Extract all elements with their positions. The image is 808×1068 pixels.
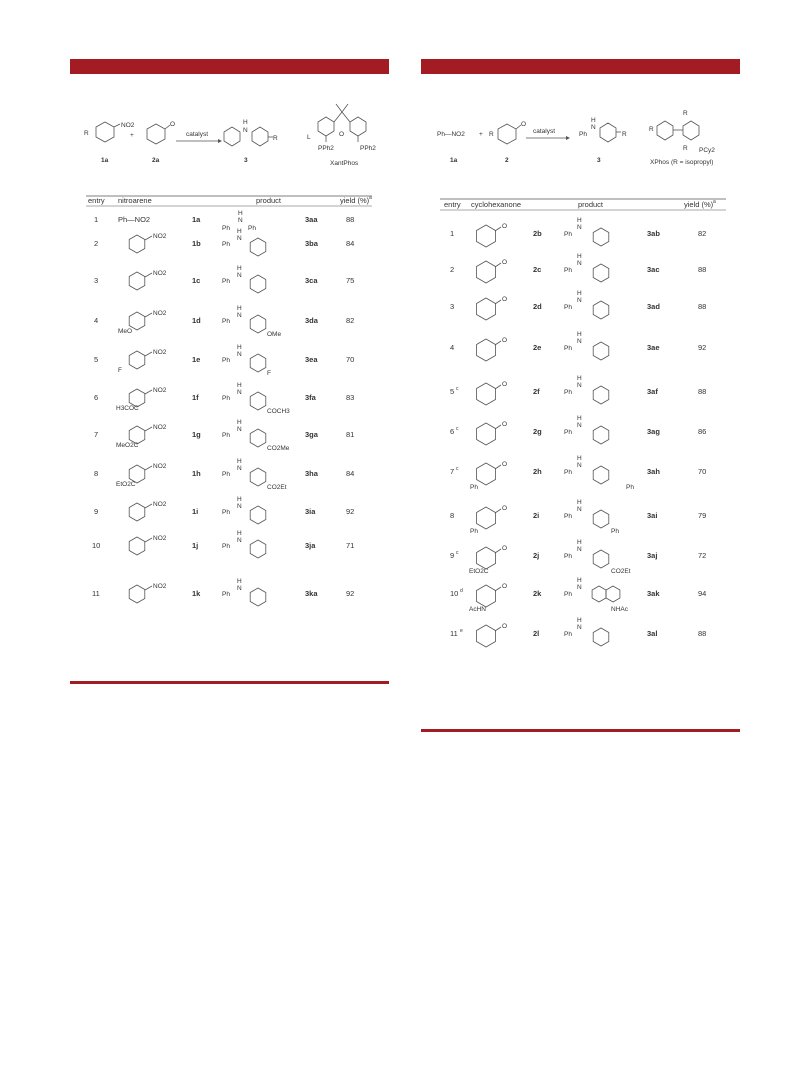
reactant-substituent: AcHN: [469, 606, 486, 613]
product-id: 3ia: [305, 507, 316, 516]
ligand-name: XPhos (R = isopropyl): [650, 159, 714, 166]
yield-cell: 75: [346, 276, 355, 285]
table-row: [450, 375, 706, 405]
product-ring: [593, 264, 609, 282]
product-id: 3ac: [647, 265, 660, 274]
product-ph: Ph: [564, 231, 572, 238]
reactant-id: 1k: [192, 589, 201, 598]
reactant-text: NO2: [153, 270, 167, 277]
yield-cell: 88: [346, 215, 355, 224]
product-h: H: [577, 415, 582, 422]
reactant-text: Ph—NO2: [118, 215, 151, 224]
reactant-ring: [477, 339, 496, 361]
ligand-r1: R: [649, 126, 654, 133]
entry-cell: 7: [94, 430, 99, 439]
product-n: N: [577, 462, 582, 469]
reactant-id: 1b: [192, 239, 201, 248]
reactant-ring: [477, 585, 496, 607]
reactant-id: 2g: [533, 427, 542, 436]
table-row: [450, 577, 706, 613]
scheme-r-label: R: [489, 131, 494, 138]
ligand-name: XantPhos: [330, 160, 359, 167]
product-id: 3da: [305, 316, 318, 325]
reactant-id: 1g: [192, 430, 201, 439]
product-n: N: [237, 272, 242, 279]
entry-cell: 10: [450, 589, 459, 598]
product-n: N: [577, 338, 582, 345]
reactant-id: 1a: [192, 215, 201, 224]
product-n: N: [237, 585, 242, 592]
reactant-ring: [477, 423, 496, 445]
reactant-ring: [477, 507, 496, 529]
ligand-pcy2: PCy2: [699, 147, 715, 154]
product-id: 3ah: [647, 467, 660, 476]
ligand-pph2-left: PPh2: [318, 145, 334, 152]
svg-text:H: H: [238, 210, 243, 217]
product-ph: Ph: [222, 432, 230, 439]
product-ring: [593, 426, 609, 444]
product-substituent: NHAc: [611, 606, 628, 613]
product-ring: [606, 586, 620, 602]
entry-footnote: c: [456, 550, 459, 556]
left-header-entry: entry: [88, 196, 105, 205]
ketone-o: O: [502, 545, 508, 552]
ketone-o: O: [502, 337, 508, 344]
product-substituent: COCH3: [267, 408, 290, 415]
product-ring: [593, 301, 609, 319]
scheme-compound-2: 2: [505, 157, 509, 164]
product-ring: [593, 342, 609, 360]
left-header-yield: yield (%): [340, 196, 370, 205]
scheme-r-product: R: [273, 135, 278, 142]
yield-cell: 88: [698, 387, 707, 396]
reactant-text: NO2: [153, 310, 167, 317]
product-ph: Ph: [222, 471, 230, 478]
product-ph: Ph: [222, 241, 230, 248]
product-n: N: [577, 224, 582, 231]
product-ph: Ph: [222, 509, 230, 516]
reactant-id: 2i: [533, 511, 540, 520]
entry-cell: 8: [94, 469, 99, 478]
entry-cell: 9: [94, 507, 99, 516]
product-id: 3ha: [305, 469, 318, 478]
ketone-o: O: [502, 259, 508, 266]
product-h: H: [577, 577, 582, 584]
product-id: 3ab: [647, 229, 660, 238]
entry-footnote: c: [456, 466, 459, 472]
yield-cell: 94: [698, 589, 707, 598]
product-h: H: [237, 305, 242, 312]
product-ph: Ph: [564, 267, 572, 274]
entry-footnote: e: [460, 628, 463, 634]
product-h: H: [237, 578, 242, 585]
ligand-r3: R: [683, 145, 688, 152]
ligand-r2: R: [683, 110, 688, 117]
scheme-r-product: R: [622, 131, 627, 138]
reactant-substituent: Ph: [470, 528, 478, 535]
reactant-id: 2l: [533, 629, 540, 638]
table-row: [450, 331, 706, 361]
yield-cell: 81: [346, 430, 355, 439]
product-id: 3al: [647, 629, 658, 638]
yield-cell: 83: [346, 393, 355, 402]
product-ph: Ph: [564, 429, 572, 436]
ketone-o: O: [502, 223, 508, 230]
right-header-entry: entry: [444, 200, 461, 209]
entry-cell: 3: [94, 276, 99, 285]
reactant-ring: [477, 625, 496, 647]
product-substituent: CO2Et: [267, 484, 287, 491]
scheme-compound-1: 1a: [450, 157, 458, 164]
scheme-r-label: R: [84, 130, 89, 137]
product-ph: Ph: [222, 357, 230, 364]
product-n: N: [577, 297, 582, 304]
scheme-ketone-o: O: [170, 121, 176, 128]
left-header-reactant: nitroarene: [118, 196, 152, 205]
yield-cell: 70: [346, 355, 355, 364]
product-ph: Ph: [564, 631, 572, 638]
product-ph: Ph: [564, 304, 572, 311]
product-ph: Ph: [222, 543, 230, 550]
right-header-yield-sup: a: [713, 199, 716, 205]
ligand-pph2-right: PPh2: [360, 145, 376, 152]
reactant-id: 1f: [192, 393, 199, 402]
product-h: H: [577, 499, 582, 506]
reactant-text: NO2: [153, 535, 167, 542]
svg-text:N: N: [238, 217, 243, 224]
reactant-ring: [477, 547, 496, 569]
reactant-id: 1h: [192, 469, 201, 478]
entry-cell: 6: [450, 427, 455, 436]
product-substituent: OMe: [267, 331, 282, 338]
reactant-id: 2h: [533, 467, 542, 476]
product-id: 3ag: [647, 427, 660, 436]
scheme-nh: N: [591, 124, 596, 131]
scheme-nh: N: [243, 127, 248, 134]
yield-cell: 88: [698, 302, 707, 311]
yield-cell: 92: [346, 507, 355, 516]
right-header-yield: yield (%): [684, 200, 714, 209]
yield-cell: 88: [698, 629, 707, 638]
product-h: H: [237, 496, 242, 503]
product-substituent: Ph: [611, 528, 619, 535]
product-n: N: [577, 382, 582, 389]
yield-cell: 79: [698, 511, 707, 520]
product-h: H: [577, 217, 582, 224]
product-id: 3ka: [305, 589, 318, 598]
entry-cell: 5: [450, 387, 455, 396]
reactant-ring: [477, 261, 496, 283]
scheme-plus: +: [479, 131, 483, 138]
entry-cell: 1: [94, 215, 99, 224]
product-h: H: [237, 344, 242, 351]
scheme-ligand-l: L: [307, 134, 311, 141]
reactant-substituent: EtO2C: [469, 568, 489, 575]
product-ring: [593, 628, 609, 646]
entry-cell: 3: [450, 302, 455, 311]
product-h: H: [577, 290, 582, 297]
yield-cell: 86: [698, 427, 707, 436]
ketone-o: O: [502, 505, 508, 512]
right-header-reactant: cyclohexanone: [471, 200, 522, 209]
product-n: N: [237, 389, 242, 396]
yield-cell: 82: [698, 229, 707, 238]
yield-cell: 82: [346, 316, 355, 325]
product-ph: Ph: [564, 389, 572, 396]
reactant-id: 2k: [533, 589, 542, 598]
entry-cell: 2: [450, 265, 455, 274]
product-ring: [593, 510, 609, 528]
table-row: [450, 415, 706, 445]
reactant-substituent: MeO2C: [116, 442, 139, 449]
product-h: H: [577, 617, 582, 624]
right-header-product: product: [578, 200, 604, 209]
table-row: [450, 217, 706, 247]
product-h: H: [237, 419, 242, 426]
product-ph: Ph: [222, 278, 230, 285]
product-ph: Ph: [222, 395, 230, 402]
entry-cell: 1: [450, 229, 455, 238]
svg-text:Ph: Ph: [248, 225, 256, 232]
reactant-text: NO2: [153, 349, 167, 356]
product-ring: [593, 550, 609, 568]
entry-footnote: c: [456, 386, 459, 392]
scheme-h: H: [591, 117, 596, 124]
table-row: [450, 539, 706, 575]
reactant-ring: [477, 463, 496, 485]
reactant-id: 2f: [533, 387, 540, 396]
reactant-id: 1d: [192, 316, 201, 325]
product-h: H: [237, 382, 242, 389]
product-h: H: [237, 228, 242, 235]
product-n: N: [237, 537, 242, 544]
ketone-o: O: [502, 421, 508, 428]
yield-cell: 84: [346, 469, 355, 478]
yield-cell: 88: [698, 265, 707, 274]
reactant-substituent: F: [118, 367, 122, 374]
entry-cell: 11: [450, 629, 458, 638]
product-ph: Ph: [564, 591, 572, 598]
reactant-text: NO2: [153, 233, 167, 240]
product-ring: [593, 228, 609, 246]
product-h: H: [577, 253, 582, 260]
entry-cell: 10: [92, 541, 101, 550]
product-id: 3ad: [647, 302, 660, 311]
entry-cell: 9: [450, 551, 455, 560]
reactant-ring: [477, 383, 496, 405]
yield-cell: 71: [346, 541, 355, 550]
table-row: [450, 253, 706, 283]
product-h: H: [237, 458, 242, 465]
yield-cell: 92: [346, 589, 355, 598]
scheme-compound-3: 3: [244, 157, 248, 164]
yield-cell: 70: [698, 467, 707, 476]
product-n: N: [577, 624, 582, 631]
product-id: 3aj: [647, 551, 658, 560]
entry-cell: 7: [450, 467, 455, 476]
product-n: N: [577, 584, 582, 591]
product-id: 3af: [647, 387, 658, 396]
product-n: N: [237, 235, 242, 242]
entry-cell: 2: [94, 239, 99, 248]
product-id: 3ea: [305, 355, 318, 364]
table-row: [450, 499, 706, 535]
product-id: 3ak: [647, 589, 660, 598]
reactant-text: NO2: [153, 501, 167, 508]
entry-footnote: c: [456, 426, 459, 432]
scheme-ketone-o: O: [521, 121, 527, 128]
product-ph: Ph: [564, 513, 572, 520]
svg-text:Ph: Ph: [222, 225, 230, 232]
scheme-no2-label: NO2: [121, 122, 135, 129]
yield-cell: 72: [698, 551, 707, 560]
ketone-o: O: [502, 583, 508, 590]
product-substituent: F: [267, 370, 271, 377]
reactant-id: 2d: [533, 302, 542, 311]
product-ring: [592, 586, 606, 602]
product-n: N: [577, 260, 582, 267]
product-n: N: [237, 503, 242, 510]
scheme-ph: Ph: [579, 131, 587, 138]
product-id: 3ae: [647, 343, 660, 352]
product-id: 3ai: [647, 511, 658, 520]
product-ph: Ph: [222, 318, 230, 325]
product-n: N: [237, 351, 242, 358]
product-id: 3ba: [305, 239, 318, 248]
product-h: H: [577, 331, 582, 338]
product-id: 3ca: [305, 276, 318, 285]
product-n: N: [237, 312, 242, 319]
reactant-id: 2c: [533, 265, 542, 274]
ketone-o: O: [502, 381, 508, 388]
reactant-id: 2j: [533, 551, 540, 560]
entry-cell: 6: [94, 393, 99, 402]
scheme-h: H: [243, 119, 248, 126]
product-h: H: [577, 539, 582, 546]
scheme-catalyst: catalyst: [186, 131, 209, 138]
product-id: 3ja: [305, 541, 316, 550]
product-ring: [593, 386, 609, 404]
reactant-text: NO2: [153, 424, 167, 431]
reactant-text: NO2: [153, 583, 167, 590]
reactant-substituent: MeO: [118, 328, 133, 335]
product-substituent: Ph: [626, 484, 634, 491]
product-ph: Ph: [564, 469, 572, 476]
product-n: N: [577, 506, 582, 513]
reactant-text: NO2: [153, 387, 167, 394]
scheme-compound-2: 2a: [152, 157, 160, 164]
yield-cell: 84: [346, 239, 355, 248]
table-row: [450, 455, 706, 491]
ketone-o: O: [502, 296, 508, 303]
table-row: [450, 617, 706, 647]
scheme-plus: +: [130, 132, 134, 139]
right-scheme: [437, 110, 715, 166]
product-h: H: [577, 455, 582, 462]
ketone-o: O: [502, 623, 508, 630]
product-id: 3ga: [305, 430, 318, 439]
reactant-ring: [477, 225, 496, 247]
product-substituent: CO2Me: [267, 445, 290, 452]
scheme-compound-3: 3: [597, 157, 601, 164]
reactant-ring: [477, 298, 496, 320]
product-ph: Ph: [564, 553, 572, 560]
reactant-id: 2b: [533, 229, 542, 238]
entry-cell: 4: [94, 316, 99, 325]
table-row: [450, 290, 706, 320]
product-h: H: [237, 265, 242, 272]
product-id: 3aa: [305, 215, 318, 224]
product-n: N: [577, 422, 582, 429]
entry-cell: 8: [450, 511, 455, 520]
product-n: N: [577, 546, 582, 553]
product-h: H: [237, 530, 242, 537]
product-n: N: [237, 426, 242, 433]
entry-cell: 11: [92, 589, 100, 598]
reactant-substituent: Ph: [470, 484, 478, 491]
entry-cell: 5: [94, 355, 99, 364]
product-ring: [593, 466, 609, 484]
product-ph: Ph: [222, 591, 230, 598]
reactant-id: 1j: [192, 541, 199, 550]
reactant-text: NO2: [153, 463, 167, 470]
yield-cell: 92: [698, 343, 707, 352]
scheme-reactant-1: Ph—NO2: [437, 131, 465, 138]
product-n: N: [237, 465, 242, 472]
ligand-o: O: [339, 131, 345, 138]
reactant-substituent: H3COC: [116, 405, 139, 412]
reactant-id: 2e: [533, 343, 542, 352]
entry-cell: 4: [450, 343, 455, 352]
reactant-id: 1e: [192, 355, 201, 364]
ketone-o: O: [502, 461, 508, 468]
scheme-catalyst: catalyst: [533, 128, 556, 135]
scheme-compound-1: 1a: [101, 157, 109, 164]
left-header-product: product: [256, 196, 282, 205]
reactant-id: 1i: [192, 507, 199, 516]
product-ph: Ph: [564, 345, 572, 352]
product-h: H: [577, 375, 582, 382]
entry-footnote: d: [460, 588, 463, 594]
left-header-yield-sup: a: [369, 195, 372, 201]
reactant-substituent: EtO2C: [116, 481, 136, 488]
product-substituent: CO2Et: [611, 568, 631, 575]
product-id: 3fa: [305, 393, 316, 402]
reactant-id: 1c: [192, 276, 201, 285]
